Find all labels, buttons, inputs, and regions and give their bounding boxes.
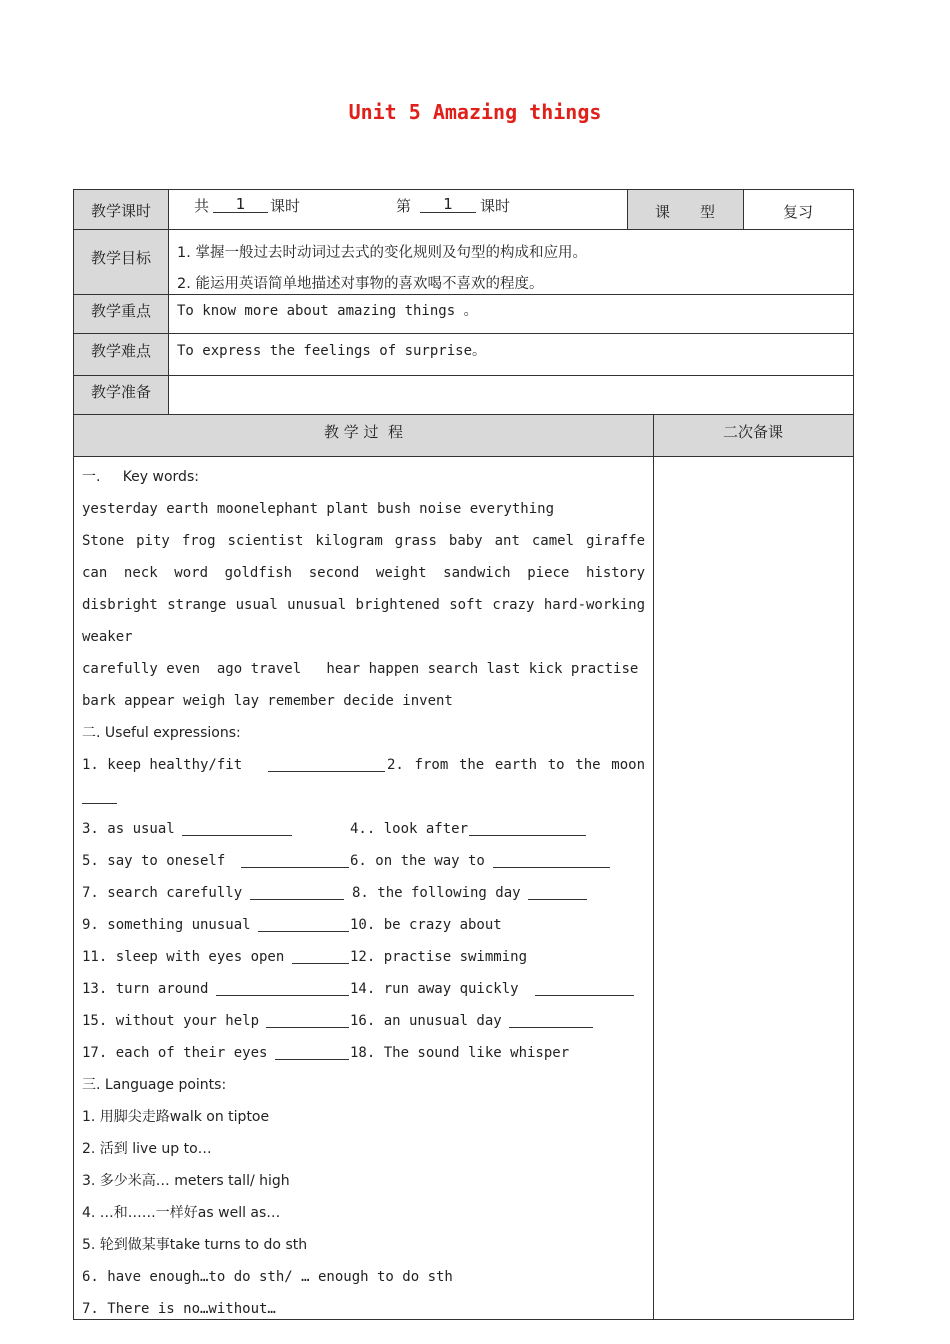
keywords-line-3: can neck word goldfish second weight sandwich piece history [82,565,645,581]
language-point-5: 5. 轮到做某事take turns to do sth [82,1237,308,1253]
period-index-value: 1 [420,195,476,213]
blank-line [82,791,117,804]
blank-line [528,887,587,900]
expression-15: 15. without your help [82,1013,260,1029]
expression-12: 12. practise swimming [350,949,528,965]
language-point-3: 3. 多少米高… meters tall/ high [82,1173,290,1189]
blank-line [493,855,610,868]
blank-line [266,1015,349,1028]
objective-1: 1. 掌握一般过去时动词过去式的变化规则及句型的构成和应用。 [177,245,587,261]
total-suffix: 课时 [270,197,301,215]
second-prep-label: 二次备课 [722,423,783,441]
objective-2: 2. 能运用英语简单地描述对事物的喜欢喝不喜欢的程度。 [177,276,544,292]
keywords-line-5: weaker [82,629,133,645]
language-point-1: 1. 用脚尖走路walk on tiptoe [82,1109,270,1125]
index-prefix: 第 [396,197,412,215]
expression-13: 13. turn around [82,981,209,997]
total-periods-value: 1 [213,195,268,213]
language-point-2: 2. 活到 live up to… [82,1141,212,1157]
blank-line [241,855,349,868]
difficult-point-text: To express the feelings of surprise。 [177,343,487,359]
language-point-7: 7. There is no…without… [82,1301,276,1317]
objectives-label: 教学目标 [90,249,151,267]
blank-line [535,983,634,996]
expression-8: 8. the following day [352,885,521,901]
expression-5: 5. say to oneself [82,853,226,869]
expression-11: 11. sleep with eyes open [82,949,285,965]
keywords-line-4: disbright strange usual unusual brightened soft crazy hard-working [82,597,645,613]
expression-3: 3. as usual [82,821,175,837]
section2-heading: 二. Useful expressions: [82,725,241,741]
blank-line [292,951,349,964]
expression-7: 7. search carefully [82,885,243,901]
language-point-4: 4. …和……一样好as well as… [82,1205,281,1221]
preparation-label: 教学准备 [90,383,151,401]
type-label: 课 型 [654,203,715,221]
page-title: Unit 5 Amazing things [348,100,602,124]
keywords-line-6: carefully even ago travel hear happen search last kick practise [82,661,639,677]
section3-heading: 三. Language points: [82,1077,227,1093]
expression-2: 2. from the earth to the moon [387,757,645,773]
expression-16: 16. an unusual day [350,1013,502,1029]
index-suffix: 课时 [480,197,511,215]
key-point-label: 教学重点 [90,302,151,320]
type-value: 复习 [782,203,813,221]
key-point-text: To know more about amazing things 。 [177,303,478,319]
keywords-line-1: yesterday earth moonelephant plant bush noise everything [82,501,555,517]
keywords-line-2: Stone pity frog scientist kilogram grass baby ant camel giraffe [82,533,645,549]
expression-1: 1. keep healthy/fit [82,757,243,773]
period-label: 教学课时 [90,202,151,220]
blank-line [250,887,344,900]
keywords-line-7: bark appear weigh lay remember decide invent [82,693,453,709]
expression-18: 18. The sound like whisper [350,1045,570,1061]
expression-4: 4.. look after [350,821,469,837]
language-point-6: 6. have enough…to do sth/ … enough to do sth [82,1269,453,1285]
expression-6: 6. on the way to [350,853,485,869]
expression-14: 14. run away quickly [350,981,519,997]
blank-line [258,919,349,932]
expression-17: 17. each of their eyes [82,1045,268,1061]
blank-line [509,1015,593,1028]
difficult-point-label: 教学难点 [90,342,151,360]
section1-heading: 一. Key words: [82,469,199,485]
blank-line [216,983,349,996]
expression-9: 9. something unusual [82,917,251,933]
blank-line [469,823,586,836]
expression-10: 10. be crazy about [350,917,502,933]
process-label: 教 学 过 程 [323,423,404,441]
blank-line [182,823,292,836]
blank-line [275,1047,349,1060]
blank-line [268,759,385,772]
total-prefix: 共 [194,197,210,215]
